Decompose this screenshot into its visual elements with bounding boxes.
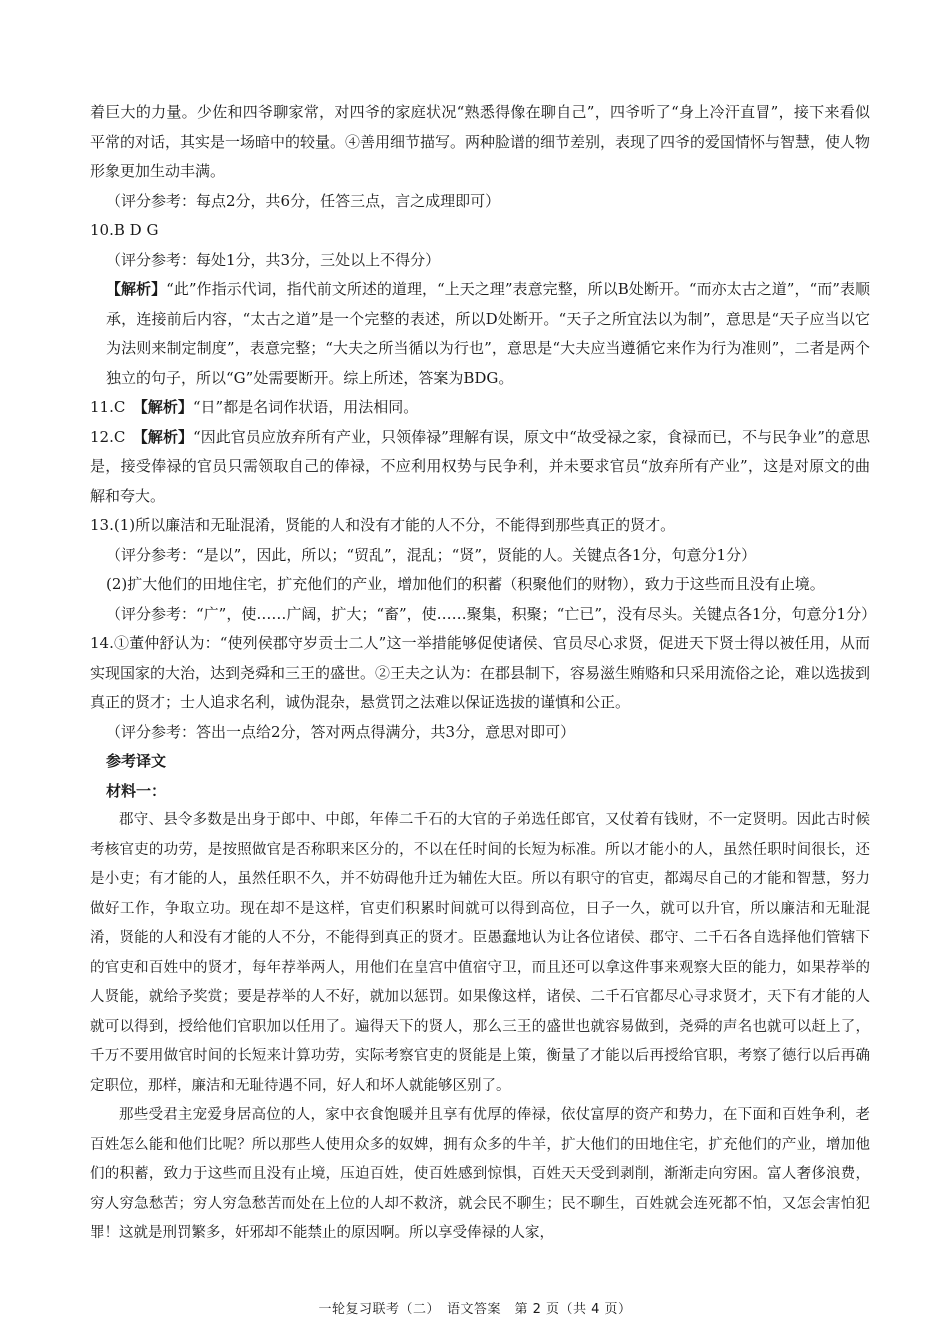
score-note-9: （评分参考：每点2分，共6分，任答三点，言之成理即可） xyxy=(106,191,501,210)
answer-14: 14.①董仲舒认为：“使列侯郡守岁贡士二人”这一举措能够促使诸侯、官员尽心求贤，促进天下贤士得以被任用，从而实现国家的大治，达到尧舜和三王的盛世。②王夫之认为：在郡县制下，容易滋生贿赂和只采用流俗之论，难以选拔到真正的贤才；士人追求名利，诚伪混杂，悬赏罚之法难以保证选拔的谨慎和公正。 xyxy=(90,634,871,711)
page-footer: 一轮复习联考（二） 语文答案 第 2 页（共 4 页） xyxy=(318,1302,632,1317)
answer-13-1: 13.(1)所以廉洁和无耻混淆，贤能的人和没有才能的人不分，不能得到那些真正的贤才。 xyxy=(90,516,676,534)
answer-10: 10.B D G xyxy=(90,221,159,239)
material-1-heading: 材料一： xyxy=(106,781,167,800)
translation-paragraph-1: 郡守、县令多数是出身于郎中、中郎，年俸二千石的大官的子弟选任郎官，又仗着有钱财，不一定贤明。因此古时候考核官吏的功劳，是按照做官是否称职来区分的，不以在任时间的长短为标准。所以才能小的人，虽然任职时间很长，还是小吏；有才能的人，虽然任职不久，并不妨碍他升迁为辅佐大臣。所以有职守的官吏，都竭尽自己的才能和智慧，努力做好工作，争取立功。现在却不是这样，官吏们积累时间就可以得到高位，日子一久，就可以升官，所以廉洁和无耻混淆，贤能的人和没有才能的人不分，不能得到真正的贤才。臣愚蠢地认为让各位诸侯、郡守、二千石各自选择他们管辖下的官吏和百姓中的贤才，每年荐举两人，用他们在皇宫中值宿守卫，而且还可以拿这件事来观察大臣的能力，如果荐举的人贤能，就给予奖赏；要是荐举的人不好，就加以惩罚。如果像这样，诸侯、二千石官都尽心寻求贤才，天下有才能的人就可以得到，授给他们官职加以任用了。遍得天下的贤人，那么三王的盛世也就容易做到，尧舜的声名也就可以赶上了，千万不要用做官时间的长短来计算功劳，实际考察官吏的贤能是上策，衡量了才能以后再授给官职，考察了德行以后再确定职位，那样，廉洁和无耻待遇不同，好人和坏人就能够区别了。 xyxy=(90,812,870,1094)
analysis-tag: 【解析】 xyxy=(106,280,167,298)
score-note-14: （评分参考：答出一点给2分，答对两点得满分，共3分，意思对即可） xyxy=(106,722,576,741)
translation-heading: 参考译文 xyxy=(106,752,167,770)
analysis-tag: 【解析】 xyxy=(140,398,193,416)
answer-13-2: (2)扩大他们的田地住宅，扩充他们的产业，增加他们的积蓄（积聚他们的财物），致力于这些而且没有止境。 xyxy=(106,575,825,593)
answer-9-continuation: 着巨大的力量。少佐和四爷聊家常，对四爷的家庭状况“熟悉得像在聊自己”，四爷听了“身上冷汗直冒”，接下来看似平常的对话，其实是一场暗中的较量。④善用细节描写。两种脸谱的细节差别，表现了四爷的爱国情怀与智慧，使人物形象更加生动丰满。 xyxy=(90,103,871,180)
answer-12-number: 12.C xyxy=(90,427,141,446)
answer-12 xyxy=(90,423,870,512)
score-note-13-2: （评分参考：“广”，使……广阔，扩大；“畜”，使……聚集，积聚；“亡已”，没有尽头。关键点各1分，句意分1分） xyxy=(106,604,877,623)
answer-11-number: 11.C xyxy=(90,398,141,416)
analysis-11-text: “日”都是名词作状语，用法相同。 xyxy=(192,398,419,416)
analysis-tag: 【解析】 xyxy=(140,427,194,446)
score-note-10: （评分参考：每处1分，共3分，三处以上不得分） xyxy=(106,250,441,269)
analysis-10-text: “此”作指示代词，指代前文所述的道理，“上天之理”表意完整，所以B处断开。“而亦太古之道”，“而”表顺承，连接前后内容，“太古之道”是一个完整的表述，所以D处断开。“天子之所宜法以为制”，意思是“天子应当以它为法则来制定制度”，表意完整；“大夫之所当循以为行也”，意思是“大夫应当遵循它来作为行为准则”，二者是两个独立的句子，所以“G”处需要断开。综上所述，答案为BDG。 xyxy=(106,280,870,387)
analysis-10 xyxy=(90,275,870,393)
score-note-13-1: （评分参考：“是以”，因此，所以；“贸乱”，混乱；“贤”，贤能的人。关键点各1分，句意分1分） xyxy=(106,545,757,564)
answer-11 xyxy=(90,393,870,423)
answer-content xyxy=(90,98,877,1249)
analysis-12-text: “因此官员应放弃所有产业，只领俸禄”理解有误，原文中“故受禄之家，食禄而已，不与民争业”的意思是，接受俸禄的官员只需领取自己的俸禄，不应利用权势与民争利，并未要求官员“放弃所有产业”，这是对原文的曲解和夸大。 xyxy=(90,427,870,505)
translation-paragraph-2: 那些受君主宠爱身居高位的人，家中衣食饱暖并且享有优厚的俸禄，依仗富厚的资产和势力，在下面和百姓争利，老百姓怎么能和他们比呢？所以那些人使用众多的奴婢，拥有众多的牛羊，扩大他们的田地住宅，扩充他们的产业，增加他们的积蓄，致力于这些而且没有止境，压迫百姓，使百姓感到惊惧，百姓天天受到剥削，渐渐走向穷困。富人奢侈浪费，穷人穷急愁苦；穷人穷急愁苦而处在上位的人却不救济，就会民不聊生；民不聊生，百姓就会连死都不怕，又怎会害怕犯罪！这就是刑罚繁多，奸邪却不能禁止的原因啊。所以享受俸禄的人家， xyxy=(90,1107,870,1241)
